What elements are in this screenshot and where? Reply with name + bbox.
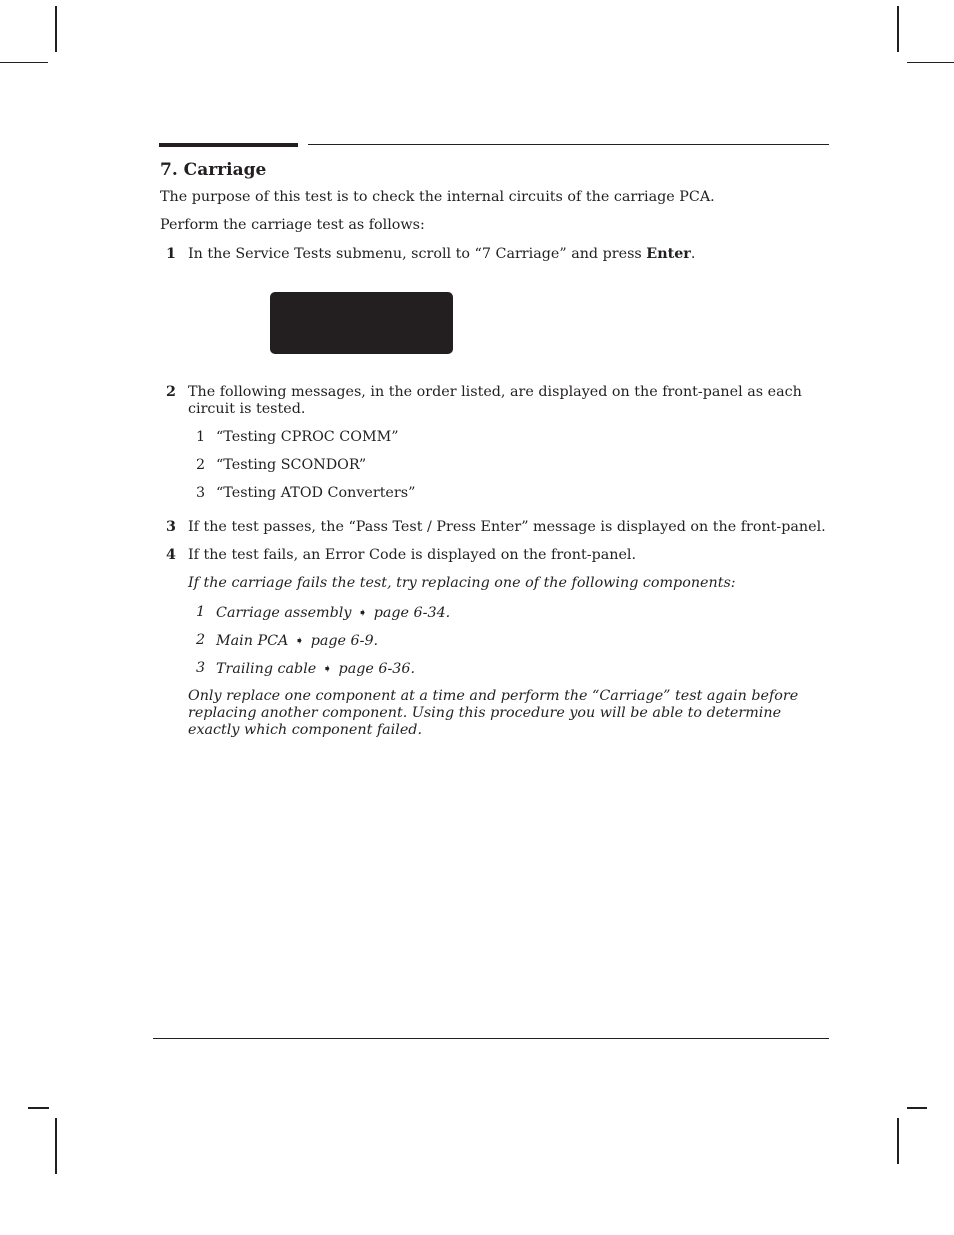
crop-mark-top-right-vertical — [897, 6, 899, 52]
step-3-text: If the test passes, the “Pass Test / Press Enter” message is displayed on the front-panel. — [188, 519, 826, 535]
page-reference-link[interactable]: page 6-9. — [310, 633, 379, 649]
failure-note: If the carriage fails the test, try replacing one of the following components: — [188, 575, 736, 591]
crop-mark-top-right-horizontal — [907, 62, 954, 63]
closing-note-line-1: Only replace one component at a time and perform the “Carriage” test again before — [188, 688, 799, 704]
step-number: 4 — [166, 547, 176, 563]
page-reference-link[interactable]: page 6-36. — [338, 661, 416, 677]
crop-mark-bottom-right-vertical — [897, 1118, 899, 1164]
message-text: “Testing SCONDOR” — [216, 457, 367, 473]
message-number: 1 — [196, 429, 206, 445]
crop-mark-top-left-horizontal — [0, 62, 48, 63]
component-ref-main-pca[interactable] — [216, 632, 378, 650]
arrow-right-icon: ➧ — [294, 634, 305, 647]
message-number: 3 — [196, 485, 206, 501]
step-number: 3 — [166, 519, 176, 535]
lead-text: Perform the carriage test as follows: — [160, 217, 425, 233]
component-name: Main PCA — [216, 633, 289, 649]
component-number: 3 — [196, 660, 206, 676]
header-thin-rule — [308, 144, 829, 145]
crop-mark-bottom-left-vertical — [55, 1118, 57, 1174]
component-name: Trailing cable — [216, 661, 317, 677]
crop-mark-bottom-left-horizontal — [28, 1107, 49, 1109]
arrow-right-icon: ➧ — [357, 606, 368, 619]
component-number: 1 — [196, 604, 206, 620]
closing-note-line-3: exactly which component failed. — [188, 722, 422, 738]
step-2-line-1: The following messages, in the order listed, are displayed on the front-panel as each — [188, 384, 802, 400]
section-title: 7. Carriage — [160, 160, 267, 180]
step-number: 1 — [166, 246, 176, 262]
component-ref-trailing-cable[interactable] — [216, 660, 415, 678]
component-ref-carriage-assembly[interactable] — [216, 604, 450, 622]
page-reference-link[interactable]: page 6-34. — [373, 605, 451, 621]
component-name: Carriage assembly — [216, 605, 352, 621]
header-thick-rule — [159, 143, 298, 147]
closing-note-line-2: replacing another component. Using this procedure you will be able to determine — [188, 705, 782, 721]
component-number: 2 — [196, 632, 206, 648]
message-text: “Testing ATOD Converters” — [216, 485, 416, 501]
enter-key-label: Enter — [646, 246, 691, 262]
crop-mark-top-left-vertical — [55, 6, 57, 52]
intro-text: The purpose of this test is to check the internal circuits of the carriage PCA. — [160, 189, 715, 205]
arrow-right-icon: ➧ — [322, 662, 332, 675]
crop-mark-bottom-right-horizontal — [907, 1107, 927, 1109]
footer-rule — [153, 1038, 829, 1039]
step-1-post: . — [690, 246, 696, 262]
message-text: “Testing CPROC COMM” — [216, 429, 399, 445]
step-4-text: If the test fails, an Error Code is displayed on the front-panel. — [188, 547, 637, 563]
step-number: 2 — [166, 384, 176, 400]
front-panel-display — [270, 292, 453, 354]
message-number: 2 — [196, 457, 206, 473]
step-1-pre: In the Service Tests submenu, scroll to “7 Carriage” and press — [188, 246, 647, 262]
step-2-line-2: circuit is tested. — [188, 401, 306, 417]
step-1-text — [188, 246, 695, 263]
